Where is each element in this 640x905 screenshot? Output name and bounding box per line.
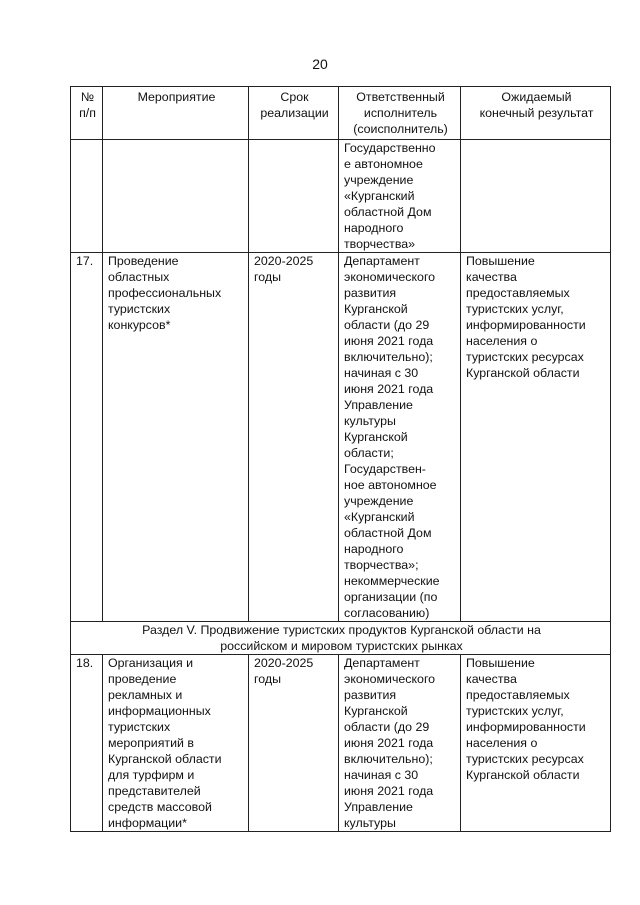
table-row [71,140,611,253]
row-event-cell: Проведение областных профессиональных туристских конкурсов* [103,253,249,622]
row-executor-cell: Департамент экономического развития Курганской области (до 29 июня 2021 года включительно); начиная с 30 июня 2021 года Управление культуры [339,655,461,832]
row-term-cell: 2020-2025 годы [249,655,339,832]
header-number: № п/п [71,87,103,140]
row-term-cell [249,140,339,253]
header-term: Срок реализации [249,87,339,140]
row-number-cell: 18. [71,655,103,832]
page-number: 20 [312,56,328,72]
row-result-cell [461,140,611,253]
row-number-cell [71,140,103,253]
table-row [71,253,611,622]
section-row [71,622,611,655]
row-executor-cell: Государственно е автономное учреждение «Курганский областной Дом народного творчества» [339,140,461,253]
row-number-cell: 17. [71,253,103,622]
table-row [71,655,611,832]
row-result-cell: Повышение качества предоставляемых туристских услуг, информированности населения о туристских ресурсах Курганской области [461,253,611,622]
header-event: Мероприятие [103,87,249,140]
row-term-cell: 2020-2025 годы [249,253,339,622]
row-event-cell [103,140,249,253]
table-header-row [71,87,611,140]
events-table [70,86,611,832]
header-executor: Ответственный исполнитель (соисполнитель) [339,87,461,140]
row-result-cell: Повышение качества предоставляемых туристских услуг, информированности населения о туристских ресурсах Курганской области [461,655,611,832]
row-event-cell: Организация и проведение рекламных и информационных туристских мероприятий в Курганской области для турфирм и представителей средств массовой информации* [103,655,249,832]
section-heading: Раздел V. Продвижение туристских продуктов Курганской области на российском и мировом туристских рынках [71,622,611,655]
header-result: Ожидаемый конечный результат [461,87,611,140]
row-executor-cell: Департамент экономического развития Курганской области (до 29 июня 2021 года включительно); начиная с 30 июня 2021 года Управление культуры Курганской области; Государствен- ное автономное учреждение «Курганский областной Дом народного творчества»; некоммерческие организации (по согласованию) [339,253,461,622]
